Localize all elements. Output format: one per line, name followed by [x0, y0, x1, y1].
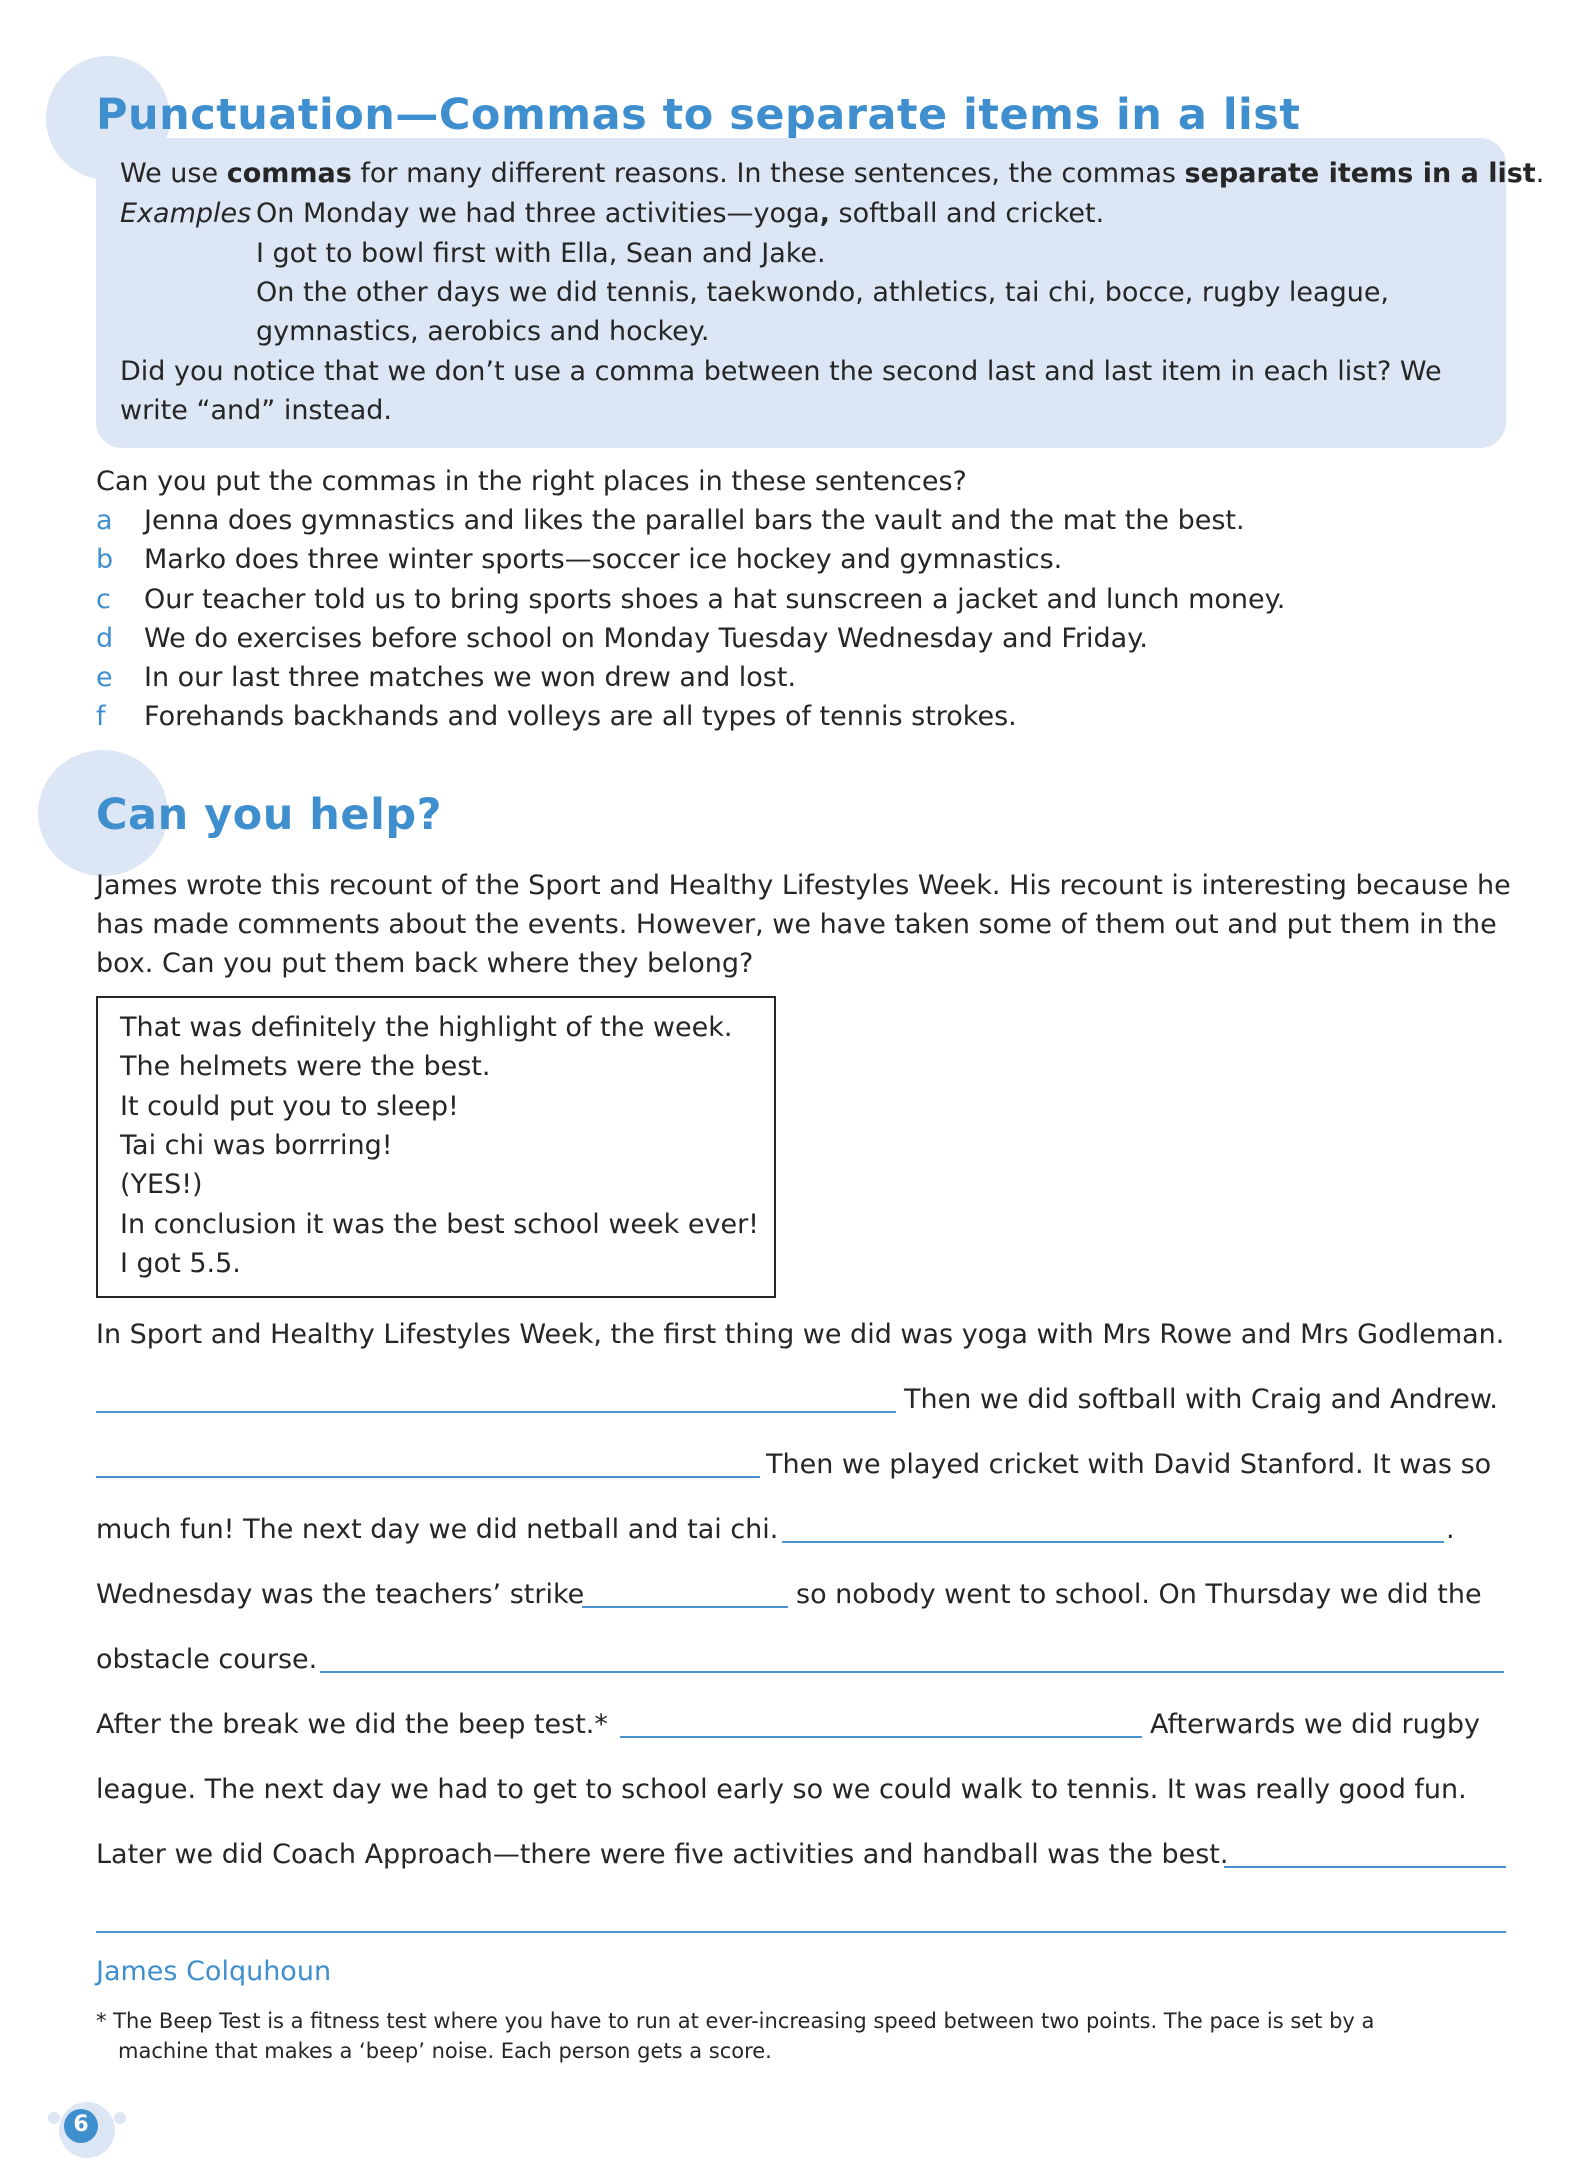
help-intro-line2: has made comments about the events. However, we have taken some of them out and put them in the [96, 909, 1497, 940]
footnote-line1: * The Beep Test is a fitness test where you have to run at ever-increasing speed between two points. The pace is set by a [96, 2009, 1375, 2033]
item-text: Our teacher told us to bring sports shoes a hat sunscreen a jacket and lunch money. [144, 584, 1286, 615]
note-line1: Did you notice that we don’t use a comma between the second last and last item in each list? We [120, 356, 1442, 387]
comment-item: I got 5.5. [120, 1248, 241, 1279]
answer-blank[interactable] [782, 1541, 1444, 1543]
item-letter: a [96, 505, 113, 536]
answer-blank[interactable] [620, 1736, 1142, 1738]
recount-line: so nobody went to school. On Thursday we did the [796, 1579, 1482, 1610]
recount-line: After the break we did the beep test.* [96, 1709, 608, 1740]
item-letter: c [96, 584, 111, 615]
examples-label: Examples [120, 198, 252, 229]
note-line2: write “and” instead. [120, 395, 392, 426]
comment-item: That was definitely the highlight of the week. [120, 1012, 733, 1043]
footnote-line2: machine that makes a ‘beep’ noise. Each person gets a score. [118, 2039, 772, 2063]
comma-question: Can you put the commas in the right places in these sentences? [96, 466, 967, 497]
answer-blank[interactable] [96, 1476, 760, 1478]
help-intro-line1: James wrote this recount of the Sport and Healthy Lifestyles Week. His recount is interesting because he [96, 870, 1511, 901]
item-text: Forehands backhands and volleys are all types of tennis strokes. [144, 701, 1017, 732]
item-text: In our last three matches we won drew and lost. [144, 662, 797, 693]
comment-item: In conclusion it was the best school week ever! [120, 1209, 759, 1240]
help-intro-line3: box. Can you put them back where they belong? [96, 948, 754, 979]
answer-blank[interactable] [1224, 1866, 1506, 1868]
recount-line: Then we did softball with Craig and Andrew. [904, 1384, 1499, 1415]
intro-line: We use commas for many different reasons. In these sentences, the commas separate items in a list. [120, 158, 1545, 189]
example-3-line2: gymnastics, aerobics and hockey. [256, 316, 710, 347]
item-text: Marko does three winter sports—soccer ice hockey and gymnastics. [144, 544, 1063, 575]
item-letter: f [96, 701, 106, 732]
item-letter: e [96, 662, 113, 693]
recount-line: Later we did Coach Approach—there were five activities and handball was the best. [96, 1839, 1229, 1870]
item-text: Jenna does gymnastics and likes the parallel bars the vault and the mat the best. [144, 505, 1245, 536]
answer-blank[interactable] [96, 1411, 896, 1413]
recount-line: much fun! The next day we did netball and tai chi. [96, 1514, 779, 1545]
answer-blank[interactable] [582, 1606, 788, 1608]
section-title-punctuation: Punctuation—Commas to separate items in a list [96, 90, 1301, 140]
page-number: 6 [73, 2112, 89, 2137]
item-letter: d [96, 623, 114, 654]
recount-line: In Sport and Healthy Lifestyles Week, the first thing we did was yoga with Mrs Rowe and Mrs Godleman. [96, 1319, 1505, 1350]
comment-item: The helmets were the best. [120, 1051, 491, 1082]
section-title-can-you-help: Can you help? [96, 790, 443, 840]
recount-line: obstacle course. [96, 1644, 318, 1675]
recount-period: . [1446, 1514, 1455, 1545]
author-name: James Colquhoun [96, 1956, 332, 1987]
comment-item: It could put you to sleep! [120, 1091, 459, 1122]
comment-item: Tai chi was borrring! [120, 1130, 393, 1161]
comment-item: (YES!) [120, 1169, 203, 1200]
recount-line: Then we played cricket with David Stanford. It was so [766, 1449, 1492, 1480]
answer-blank[interactable] [320, 1671, 1504, 1673]
example-1: On Monday we had three activities—yoga, softball and cricket. [256, 198, 1105, 229]
page-number-badge [46, 2098, 128, 2160]
recount-line: Wednesday was the teachers’ strike [96, 1579, 585, 1610]
example-2: I got to bowl first with Ella, Sean and Jake. [256, 238, 826, 269]
recount-line: league. The next day we had to get to school early so we could walk to tennis. It was really good fun. [96, 1774, 1467, 1805]
answer-blank[interactable] [96, 1931, 1506, 1933]
example-3-line1: On the other days we did tennis, taekwondo, athletics, tai chi, bocce, rugby league, [256, 277, 1390, 308]
item-letter: b [96, 544, 114, 575]
item-text: We do exercises before school on Monday Tuesday Wednesday and Friday. [144, 623, 1148, 654]
recount-line: Afterwards we did rugby [1150, 1709, 1480, 1740]
